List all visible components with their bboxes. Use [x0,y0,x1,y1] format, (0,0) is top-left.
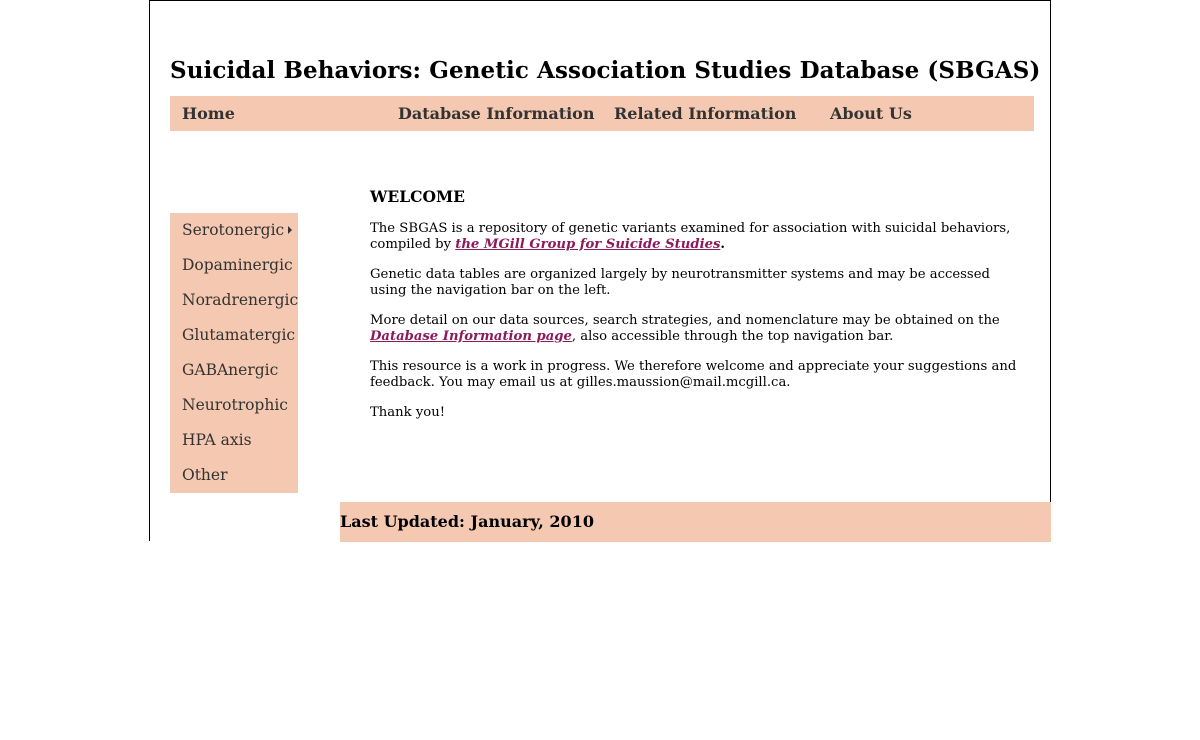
sidebar-item-serotonergic[interactable] [170,213,298,248]
sidebar-item-label: Glutamatergic [182,326,296,344]
database-information-page-link[interactable]: Database Information page [370,329,572,344]
sidebar-item-label: HPA axis [182,431,252,449]
organization-paragraph: Genetic data tables are organized largely by neurotransmitter systems and may be accessed using the navigation bar on the left. [370,267,990,298]
sidebar-navigation [170,213,298,493]
nav-home-link[interactable]: Home [182,104,235,123]
page-container [149,0,1051,541]
caret-right-icon [288,226,292,234]
sidebar-item-neurotrophic[interactable] [170,388,298,423]
intro-text: The SBGAS is a repository of genetic variants examined for association with suicidal behaviors, compiled by [370,221,1011,252]
welcome-heading: WELCOME [370,187,465,206]
intro-end: . [720,237,725,252]
footer-bar [340,502,1051,542]
sidebar-item-label: Noradrenergic [182,291,299,309]
sidebar-item-label: Other [182,466,228,484]
sidebar-item-gabanergic[interactable] [170,353,298,388]
thank-you-text: Thank you! [370,405,446,420]
intro-paragraph [370,221,1030,253]
details-end: , also accessible through the top navigation bar. [571,329,894,344]
sidebar-item-other[interactable] [170,458,298,493]
nav-related-information-link[interactable]: Related Information [614,104,797,123]
sidebar-item-glutamatergic[interactable] [170,318,298,353]
sidebar-item-label: Dopaminergic [182,256,293,274]
nav-about-us-link[interactable]: About Us [830,104,912,123]
details-paragraph [370,313,1030,345]
sidebar-item-label: Neurotrophic [182,396,288,414]
top-navigation-bar [170,96,1034,131]
main-content [370,188,1030,435]
sidebar-item-label: Serotonergic [182,221,285,239]
mgill-group-link[interactable]: the MGill Group for Suicide Studies [455,237,721,252]
feedback-paragraph: This resource is a work in progress. We therefore welcome and appreciate your suggestions and feedback. You may email us at gilles.maussion@mail.mcgill.ca. [370,359,1017,390]
site-title: Suicidal Behaviors: Genetic Association Studies Database (SBGAS) [170,57,1041,84]
sidebar-item-dopaminergic[interactable] [170,248,298,283]
sidebar-item-hpa-axis[interactable] [170,423,298,458]
details-text: More detail on our data sources, search strategies, and nomenclature may be obtained on the [370,313,1000,328]
sidebar-item-noradrenergic[interactable] [170,283,298,318]
last-updated-text: Last Updated: January, 2010 [340,512,594,531]
sidebar-item-label: GABAnergic [182,361,279,379]
nav-database-information-link[interactable]: Database Information [398,104,595,123]
